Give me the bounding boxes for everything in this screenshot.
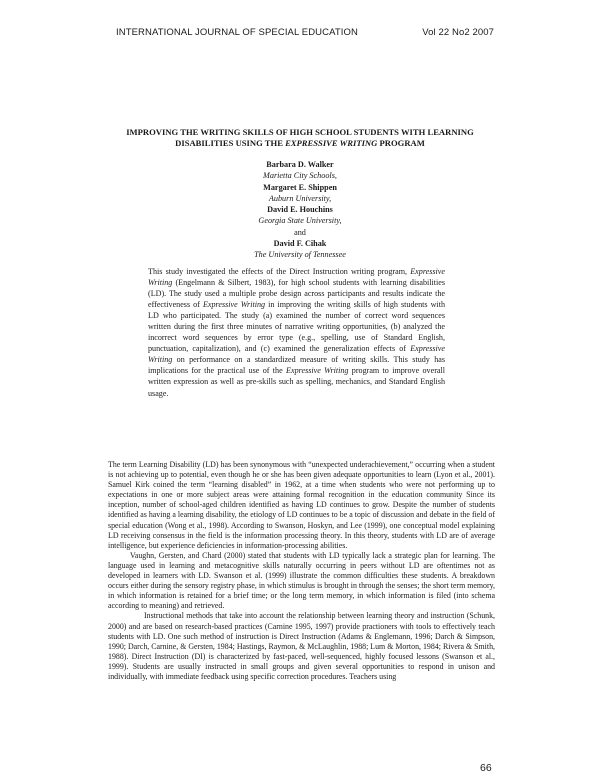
title-line-1: IMPROVING THE WRITING SKILLS OF HIGH SCHOOL STUDENTS WITH LEARNING — [126, 127, 474, 137]
body-paragraph: The term Learning Disability (LD) has been synonymous with “unexpected underachievement,” occurring when a student is not achieving up to potential, even though he or she has been given adequate opportunities to learn (Lyon et al., 2001). Samuel Kirk coined the term “learning disabled” in 1962, at a time when students who were not performing up to expectations in one or more subject areas were attaining formal recognition in the education community Since its inception, number of school-aged children identified as having LD continues to grow. Despite the number of students identified as having a learning disability, the etiology of LD continues to be a topic of discussion and debate in the field of special education (Wong et al., 1998). According to Swanson, Hoskyn, and Lee (1999), one conceptual model explaining LD receiving consensus in the field is the information processing theory. In this theory, students with LD are of average intelligence, but experience deficiencies in information-processing abilities. — [108, 460, 495, 550]
author-affiliation: Marietta City Schools, — [263, 171, 337, 181]
abstract-text: in improving the writing skills of high students with LD who participated. The study (a) examined the number of correct word sequences written during the first three minutes of narrative writing opportunities, (b) analyzed the incorrect word sequences by error type (e.g., spelling, use of Standard English, punctuation, capitalization), and (c) examined the generalization effects of — [148, 300, 445, 354]
abstract-text: This study investigated the effects of the Direct Instruction writing program, — [148, 267, 411, 276]
author-affiliation: Auburn University, — [268, 193, 332, 203]
abstract-emphasis: Expressive Writing — [148, 267, 445, 288]
abstract — [148, 266, 445, 399]
body-paragraph: Instructional methods that take into account the relationship between learning theory and instruction (Schunk, 2000) and are based on research-based practices (Carnine 1995, 1997) provide practioners with tools to effectively teach students with LD. One such method of instruction is Direct Instruction (Adams & Englemann, 1996; Darch & Simpson, 1990; Darch, Carnine, & Gersten, 1984; Hastings, Raymon, & McLaughlin, 1988; Lum & Morton, 1984; Rivera & Smith, 1988). Direct Instruction (DI) is characterized by fast-paced, well-sequenced, highly focused lessons (Swanson et al., 1999). Students are usually instructed in small groups and given several opportunities to respond in unison and individually, with immediate feedback using specific correction procedures. Teachers using — [108, 611, 495, 681]
author-affiliation: Georgia State University, — [258, 216, 342, 226]
abstract-text: on performance on a standardized measure of writing skills. This study has implications for the practical use of the — [148, 355, 445, 376]
article-title — [100, 127, 500, 149]
author-name: Margaret E. Shippen — [263, 182, 337, 192]
author-name: David E. Houchins — [267, 205, 333, 215]
title-line-2-prefix: DISABILITIES USING THE — [175, 138, 286, 148]
author-affiliation: The University of Tennessee — [254, 250, 346, 260]
author-name: David F. Cihak — [273, 239, 327, 249]
author-block — [0, 159, 600, 261]
body-paragraph: Vaughn, Gersten, and Chard (2000) stated that students with LD typically lack a strategic plan for learning. The language used in learning and metacognitive skills naturally occurring in peers without LD are oftentimes not as developed in learners with LD. Swanson et al. (1999) illustrate the common difficulties these students. A breakdown occurs either during the sensory registry phase, in which stimulus is brought in through the senses; the short term memory, in which information is retained for a brief time; or the long term memory, in which information is filed (into schema according to meaning) and retrieved. — [108, 550, 495, 611]
body-text — [108, 460, 495, 682]
running-header — [116, 27, 494, 38]
author-conjunction: and — [294, 227, 306, 237]
title-line-2-program: EXPRESSIVE WRITING — [285, 138, 378, 148]
abstract-text: (Engelmann & Silbert, 1983), for high school students with learning disabilities (LD). The study used a multiple probe design across participants and results indicate the effectiveness of — [148, 278, 445, 310]
abstract-emphasis: Expressive Writing — [286, 366, 349, 376]
abstract-emphasis: Expressive Writing — [148, 344, 445, 365]
page-number: 66 — [480, 762, 492, 774]
author-name: Barbara D. Walker — [266, 160, 334, 169]
title-line-2-suffix: PROGRAM — [377, 138, 425, 148]
journal-name: INTERNATIONAL JOURNAL OF SPECIAL EDUCATION — [116, 27, 358, 38]
volume-issue: Vol 22 No2 2007 — [422, 27, 494, 38]
abstract-text: program to improve overall written expression as well as pre-skills such as spelling, mechanics, and Standard English usage. — [148, 366, 445, 398]
abstract-emphasis: Expressive Writing — [202, 300, 266, 310]
